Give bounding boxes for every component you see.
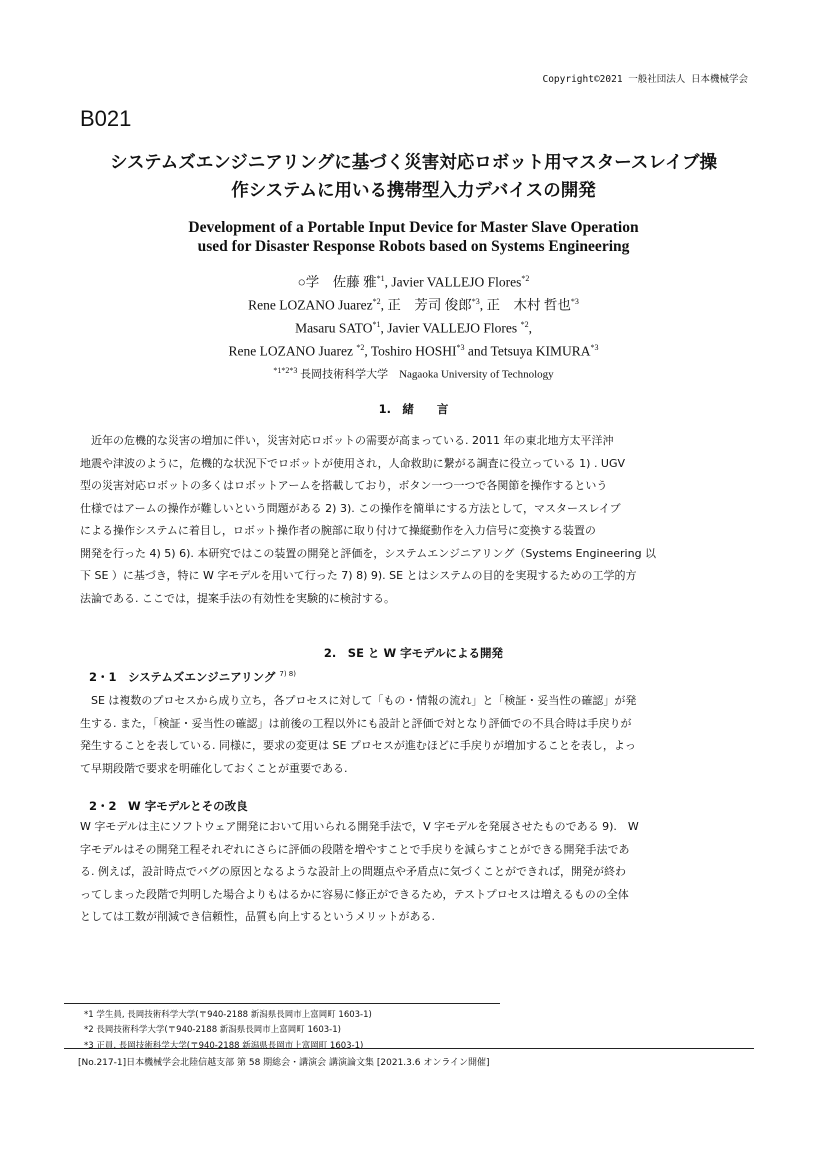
body-line: 生する. また，「検証・妥当性の確認」は前後の工程以外にも設計と評価で対となり評価での不具合時は手戻りが [80, 716, 632, 730]
footnote: *2 長岡技術科学大学(〒940-2188 新潟県長岡市上富岡町 1603-1) [84, 1025, 341, 1036]
author-mark: *2 [520, 320, 529, 329]
japanese-title-line-1: システムズエンジニアリングに基づく災害対応ロボット用マスタースレイブ操 [110, 153, 717, 173]
author-en-vallejo: , Javier VALLEJO Flores [380, 320, 521, 336]
section-2-heading: 2. SE と W 字モデルによる開発 [323, 646, 504, 660]
body-line: 字モデルはその開発工程それぞれにさらに評価の段階を増やすことで手戻りを減らすことができる開発手法であ [80, 842, 630, 856]
english-title-line-1: Development of a Portable Input Device for Master Slave Operation [188, 219, 639, 236]
author-lozano: Rene LOZANO Juarez [248, 297, 373, 313]
subsection-2-1-body [80, 690, 750, 780]
author-line-3 [60, 315, 767, 338]
author-sato: ○学 佐藤 雅 [297, 274, 377, 290]
author-mark: *2 [372, 297, 381, 306]
japanese-title [60, 149, 767, 205]
author-en-sato: Masaru SATO [295, 320, 373, 336]
subsection-2-2-heading: 2・2 W 字モデルとその改良 [89, 799, 248, 813]
author-mark: *2 [521, 274, 530, 283]
author-en-hoshi: , Toshiro HOSHI [364, 343, 457, 359]
body-line: W 字モデルは主にソフトウェア開発において用いられる開発手法で，V 字モデルを発展させたものである 9). W [80, 820, 639, 833]
author-mark: *3 [456, 343, 465, 352]
body-line: る. 例えば，設計時点でバグの原因となるような設計上の問題点や矛盾点に気づくことができれば，開発が終わ [80, 865, 626, 878]
body-line: による操作システムに着目し，ロボット操作者の腕部に取り付けて操縦動作を入力信号に変換する装置の [80, 524, 596, 537]
footnotes [84, 1008, 372, 1054]
author-mark: *3 [570, 297, 579, 306]
paper-code: B021 [80, 106, 132, 131]
copyright-notice: Copyright©2021 一般社団法人 日本機械学会 [542, 74, 748, 85]
author-en-lozano: Rene LOZANO Juarez [228, 343, 357, 359]
body-line: 開発を行った 4) 5) 6). 本研究ではこの装置の開発と評価を，システムエンジニアリング（Systems Engineering 以 [80, 546, 657, 560]
english-title [60, 218, 767, 256]
author-en-kimura: and Tetsuya KIMURA [464, 343, 591, 359]
subsection-2-1-heading: 2・1 システムズエンジニアリング $^{7) 8)}$ [89, 670, 296, 684]
author-line-4 [60, 338, 767, 361]
body-line: 地震や津波のように，危機的な状況下でロボットが使用され，人命救助に繋がる調査に役立っている 1) . UGV [80, 456, 626, 470]
body-line: 型の災害対応ロボットの多くはロボットアームを搭載しており，ボタン一つ一つで各関節を操作するという [80, 479, 608, 492]
page-footer-divider [64, 1048, 754, 1049]
author-mark: *3 [471, 297, 480, 306]
footnote-divider [64, 1003, 500, 1004]
affiliation-mark: *1*2*3 [273, 366, 298, 375]
author-mark: *2 [356, 343, 365, 352]
affiliation-text: 長岡技術科学大学 Nagaoka University of Technology [297, 368, 554, 381]
footnote: *3 正員, 長岡技術科学大学(〒940-2188 新潟県長岡市上富岡町 1603-1) [84, 1040, 364, 1051]
author-separator: , [528, 320, 532, 336]
author-mark: *1 [372, 320, 381, 329]
author-hoshi: , 正 芳司 俊郎 [380, 297, 472, 313]
author-mark: *1 [376, 274, 385, 283]
section-1-heading: 1. 緒 言 [378, 402, 449, 416]
body-line: 発生することを表している. 同様に，要求の変更は SE プロセスが進むほどに手戻りが増加することを表し，よっ [80, 739, 636, 752]
proceedings-footer: [No.217-1]日本機械学会北陸信越支部 第 58 期総会・講演会 講演論文集 [2021.3.6 オンライン開催] [78, 1058, 490, 1068]
author-kimura: , 正 木村 哲也 [479, 297, 571, 313]
author-vallejo: , Javier VALLEJO Flores [384, 274, 522, 290]
body-line: 仕様ではアームの操作が難しいという問題がある 2) 3). この操作を簡単にする方法として，マスタースレイブ [80, 501, 621, 515]
affiliation [60, 361, 767, 385]
body-line: SE は複数のプロセスから成り立ち，各プロセスに対して「もの・情報の流れ」と「検証・妥当性の確認」が発 [91, 694, 637, 707]
author-line-2 [60, 292, 767, 315]
body-line: 近年の危機的な災害の増加に伴い，災害対応ロボットの需要が高まっている. 2011 年の東北地方太平洋沖 [91, 434, 614, 447]
author-mark: *3 [590, 343, 599, 352]
footnote: *1 学生員, 長岡技術科学大学(〒940-2188 新潟県長岡市上富岡町 1603-1) [84, 1010, 372, 1020]
section-1-body [80, 430, 750, 610]
body-line: ってしまった段階で判明した場合よりもはるかに容易に修正ができるため，テストプロセスは増えるものの全体 [80, 887, 629, 901]
body-line: としては工数が削減でき信頼性，品質も向上するというメリットがある. [80, 910, 436, 923]
japanese-title-line-2: 作システムに用いる携帯型入力デバイスの開発 [231, 181, 596, 201]
body-line: 下 SE ）に基づき，特に W 字モデルを用いて行った 7) 8) 9). SE とはシステムの目的を実現するための工学的方 [80, 569, 637, 582]
subsection-refs: 7) 8) [279, 670, 296, 679]
author-line-1 [60, 269, 767, 292]
subsection-2-2-body [80, 816, 750, 929]
author-block [60, 269, 767, 385]
body-line: 法論である. ここでは，提案手法の有効性を実験的に検討する。 [80, 591, 395, 605]
body-line: て早期段階で要求を明確化しておくことが重要である. [80, 761, 348, 775]
english-title-line-2: used for Disaster Response Robots based on Systems Engineering [197, 238, 630, 255]
